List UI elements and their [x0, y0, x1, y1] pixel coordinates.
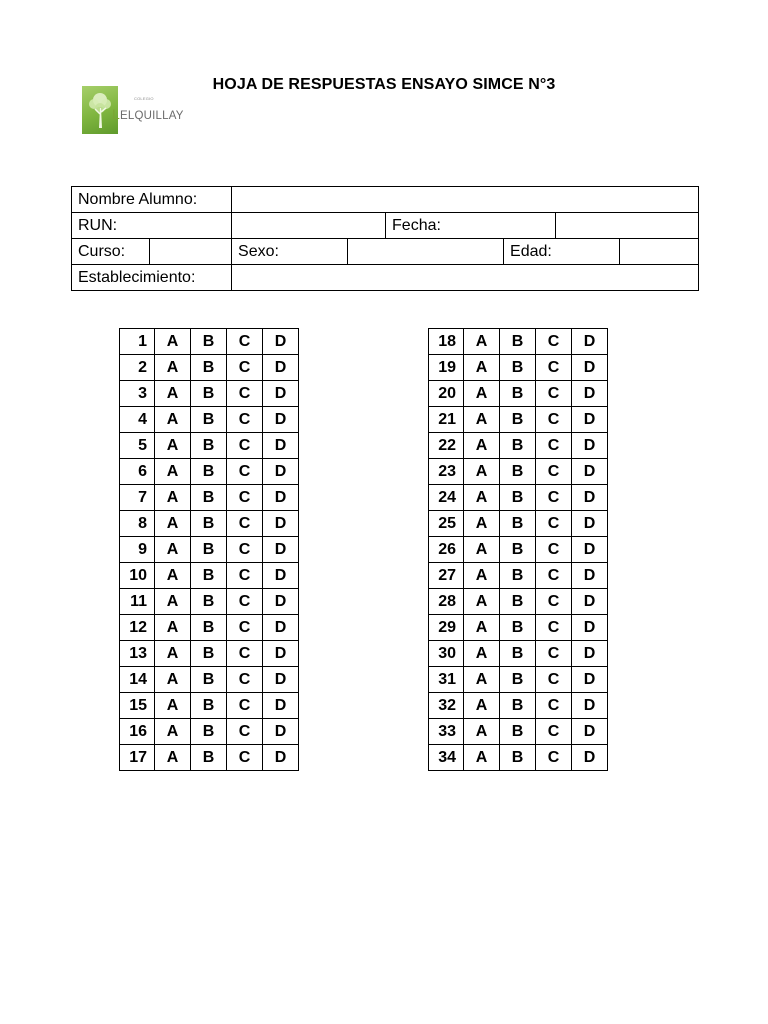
form-row-curso	[72, 239, 699, 265]
question-number: 33	[429, 719, 464, 745]
option-b[interactable]: B	[500, 381, 536, 407]
question-number: 21	[429, 407, 464, 433]
question-number: 3	[120, 381, 155, 407]
question-number: 6	[120, 459, 155, 485]
question-number: 11	[120, 589, 155, 615]
option-b[interactable]: B	[500, 485, 536, 511]
option-d[interactable]: D	[572, 407, 608, 433]
option-d[interactable]: D	[572, 381, 608, 407]
option-d[interactable]: D	[572, 485, 608, 511]
question-number: 28	[429, 589, 464, 615]
option-c[interactable]: C	[536, 563, 572, 589]
option-b[interactable]: B	[500, 589, 536, 615]
form-row-establecimiento	[72, 265, 699, 291]
option-b[interactable]: B	[500, 563, 536, 589]
option-b[interactable]: B	[191, 511, 227, 537]
option-c[interactable]: C	[227, 693, 263, 719]
option-b[interactable]: B	[191, 381, 227, 407]
answer-row	[429, 485, 608, 511]
answer-row	[429, 459, 608, 485]
option-b[interactable]: B	[191, 329, 227, 355]
answer-row	[120, 511, 299, 537]
logo-wordmark	[112, 106, 184, 122]
answer-row	[120, 719, 299, 745]
option-d[interactable]: D	[572, 459, 608, 485]
option-a[interactable]: A	[464, 589, 500, 615]
option-b[interactable]: B	[500, 693, 536, 719]
option-b[interactable]: B	[191, 537, 227, 563]
answer-row	[120, 537, 299, 563]
option-b[interactable]: B	[191, 667, 227, 693]
option-a[interactable]: A	[155, 641, 191, 667]
question-number: 34	[429, 745, 464, 771]
establecimiento-field[interactable]	[232, 265, 699, 291]
curso-label: Curso:	[72, 239, 150, 265]
option-d[interactable]: D	[572, 355, 608, 381]
option-a[interactable]: A	[464, 745, 500, 771]
option-b[interactable]: B	[500, 407, 536, 433]
option-d[interactable]: D	[263, 641, 299, 667]
option-c[interactable]: C	[227, 485, 263, 511]
option-c[interactable]: C	[536, 615, 572, 641]
option-b[interactable]: B	[191, 485, 227, 511]
question-number: 17	[120, 745, 155, 771]
option-b[interactable]: B	[500, 459, 536, 485]
question-number: 31	[429, 667, 464, 693]
option-c[interactable]: C	[536, 459, 572, 485]
option-c[interactable]: C	[227, 537, 263, 563]
answer-row	[429, 667, 608, 693]
question-number: 2	[120, 355, 155, 381]
option-c[interactable]: C	[227, 745, 263, 771]
answer-row	[120, 563, 299, 589]
question-number: 30	[429, 641, 464, 667]
option-c[interactable]: C	[227, 329, 263, 355]
answer-row	[120, 745, 299, 771]
logo-subtitle: COLEGIO	[134, 96, 154, 101]
option-c[interactable]: C	[536, 381, 572, 407]
option-b[interactable]: B	[500, 641, 536, 667]
option-a[interactable]: A	[155, 693, 191, 719]
option-c[interactable]: C	[536, 485, 572, 511]
option-a[interactable]: A	[464, 537, 500, 563]
option-c[interactable]: C	[536, 355, 572, 381]
option-c[interactable]: C	[227, 459, 263, 485]
curso-field[interactable]	[150, 239, 232, 265]
option-c[interactable]: C	[536, 641, 572, 667]
option-c[interactable]: C	[536, 693, 572, 719]
question-number: 20	[429, 381, 464, 407]
question-number: 18	[429, 329, 464, 355]
question-number: 22	[429, 433, 464, 459]
answer-row	[429, 381, 608, 407]
answer-row	[429, 615, 608, 641]
option-a[interactable]: A	[464, 485, 500, 511]
option-a[interactable]: A	[464, 641, 500, 667]
answer-row	[429, 589, 608, 615]
option-b[interactable]: B	[191, 433, 227, 459]
option-b[interactable]: B	[500, 719, 536, 745]
option-c[interactable]: C	[536, 745, 572, 771]
option-d[interactable]: D	[263, 589, 299, 615]
option-a[interactable]: A	[155, 511, 191, 537]
option-c[interactable]: C	[227, 589, 263, 615]
answer-row	[429, 407, 608, 433]
option-c[interactable]: C	[536, 589, 572, 615]
option-b[interactable]: B	[191, 615, 227, 641]
edad-label: Edad:	[504, 239, 620, 265]
option-a[interactable]: A	[155, 433, 191, 459]
option-a[interactable]: A	[464, 693, 500, 719]
option-d[interactable]: D	[263, 485, 299, 511]
option-b[interactable]: B	[191, 745, 227, 771]
option-a[interactable]: A	[464, 719, 500, 745]
option-b[interactable]: B	[500, 511, 536, 537]
option-d[interactable]: D	[572, 433, 608, 459]
option-c[interactable]: C	[227, 381, 263, 407]
nombre-field[interactable]	[232, 187, 699, 213]
run-field[interactable]	[232, 213, 386, 239]
answer-row	[429, 537, 608, 563]
option-a[interactable]: A	[155, 485, 191, 511]
option-b[interactable]: B	[191, 719, 227, 745]
option-c[interactable]: C	[227, 667, 263, 693]
option-a[interactable]: A	[155, 459, 191, 485]
form-row-run	[72, 213, 699, 239]
option-b[interactable]: B	[191, 693, 227, 719]
option-c[interactable]: C	[227, 407, 263, 433]
question-number: 16	[120, 719, 155, 745]
answer-row	[429, 563, 608, 589]
question-number: 27	[429, 563, 464, 589]
option-c[interactable]: C	[536, 433, 572, 459]
option-d[interactable]: D	[572, 693, 608, 719]
question-number: 29	[429, 615, 464, 641]
option-b[interactable]: B	[500, 615, 536, 641]
option-b[interactable]: B	[191, 641, 227, 667]
form-row-nombre	[72, 187, 699, 213]
option-a[interactable]: A	[464, 433, 500, 459]
option-c[interactable]: C	[536, 329, 572, 355]
question-number: 4	[120, 407, 155, 433]
option-d[interactable]: D	[263, 693, 299, 719]
student-info-form	[71, 186, 699, 291]
answer-row	[120, 381, 299, 407]
option-b[interactable]: B	[191, 563, 227, 589]
option-a[interactable]: A	[155, 745, 191, 771]
option-d[interactable]: D	[572, 511, 608, 537]
answer-row	[429, 511, 608, 537]
option-a[interactable]: A	[155, 589, 191, 615]
option-d[interactable]: D	[263, 355, 299, 381]
option-a[interactable]: A	[155, 537, 191, 563]
answer-grid-left	[119, 328, 299, 771]
edad-field[interactable]	[620, 239, 699, 265]
option-b[interactable]: B	[500, 355, 536, 381]
option-a[interactable]: A	[464, 381, 500, 407]
question-number: 10	[120, 563, 155, 589]
option-b[interactable]: B	[191, 589, 227, 615]
answer-row	[120, 459, 299, 485]
question-number: 23	[429, 459, 464, 485]
question-number: 12	[120, 615, 155, 641]
option-d[interactable]: D	[263, 381, 299, 407]
option-b[interactable]: B	[500, 329, 536, 355]
sexo-label: Sexo:	[232, 239, 348, 265]
question-number: 32	[429, 693, 464, 719]
option-b[interactable]: B	[191, 459, 227, 485]
run-label: RUN:	[72, 213, 232, 239]
question-number: 15	[120, 693, 155, 719]
answer-row	[429, 693, 608, 719]
question-number: 25	[429, 511, 464, 537]
answer-row	[120, 355, 299, 381]
option-d[interactable]: D	[263, 719, 299, 745]
option-c[interactable]: C	[536, 407, 572, 433]
option-c[interactable]: C	[536, 667, 572, 693]
option-d[interactable]: D	[263, 563, 299, 589]
option-a[interactable]: A	[464, 615, 500, 641]
option-c[interactable]: C	[227, 511, 263, 537]
answer-row	[120, 693, 299, 719]
option-c[interactable]: C	[536, 719, 572, 745]
establecimiento-label: Establecimiento:	[72, 265, 232, 291]
option-a[interactable]: A	[464, 667, 500, 693]
option-d[interactable]: D	[263, 511, 299, 537]
option-a[interactable]: A	[155, 355, 191, 381]
fecha-field[interactable]	[556, 213, 699, 239]
answer-row	[120, 433, 299, 459]
question-number: 1	[120, 329, 155, 355]
option-c[interactable]: C	[227, 563, 263, 589]
option-c[interactable]: C	[227, 615, 263, 641]
option-b[interactable]: B	[500, 667, 536, 693]
question-number: 8	[120, 511, 155, 537]
option-c[interactable]: C	[536, 537, 572, 563]
logo-initial: L	[112, 106, 120, 122]
question-number: 26	[429, 537, 464, 563]
option-d[interactable]: D	[263, 329, 299, 355]
option-a[interactable]: A	[464, 459, 500, 485]
answer-row	[120, 667, 299, 693]
question-number: 24	[429, 485, 464, 511]
option-a[interactable]: A	[155, 407, 191, 433]
question-number: 7	[120, 485, 155, 511]
option-d[interactable]: D	[572, 589, 608, 615]
question-number: 14	[120, 667, 155, 693]
option-d[interactable]: D	[263, 433, 299, 459]
option-d[interactable]: D	[263, 615, 299, 641]
option-c[interactable]: C	[227, 719, 263, 745]
answer-row	[429, 433, 608, 459]
option-d[interactable]: D	[263, 745, 299, 771]
answer-row	[120, 407, 299, 433]
answer-row	[429, 355, 608, 381]
option-d[interactable]: D	[572, 667, 608, 693]
option-a[interactable]: A	[155, 719, 191, 745]
option-c[interactable]: C	[227, 641, 263, 667]
option-d[interactable]: D	[263, 667, 299, 693]
sexo-field[interactable]	[348, 239, 504, 265]
option-a[interactable]: A	[464, 511, 500, 537]
option-d[interactable]: D	[263, 407, 299, 433]
option-b[interactable]: B	[500, 537, 536, 563]
fecha-label: Fecha:	[386, 213, 556, 239]
nombre-label: Nombre Alumno:	[72, 187, 232, 213]
page-title: HOJA DE RESPUESTAS ENSAYO SIMCE N°3	[212, 76, 556, 93]
answer-row	[429, 719, 608, 745]
answer-row	[120, 589, 299, 615]
answer-row	[429, 329, 608, 355]
option-a[interactable]: A	[464, 563, 500, 589]
option-d[interactable]: D	[572, 563, 608, 589]
option-a[interactable]: A	[155, 615, 191, 641]
option-d[interactable]: D	[263, 537, 299, 563]
option-c[interactable]: C	[227, 355, 263, 381]
option-a[interactable]: A	[464, 355, 500, 381]
option-a[interactable]: A	[155, 667, 191, 693]
option-d[interactable]: D	[572, 641, 608, 667]
option-d[interactable]: D	[263, 459, 299, 485]
question-number: 9	[120, 537, 155, 563]
option-c[interactable]: C	[536, 511, 572, 537]
option-a[interactable]: A	[155, 329, 191, 355]
option-b[interactable]: B	[191, 407, 227, 433]
answer-grid-right	[428, 328, 608, 771]
option-d[interactable]: D	[572, 745, 608, 771]
answer-row	[120, 485, 299, 511]
option-a[interactable]: A	[155, 563, 191, 589]
option-a[interactable]: A	[464, 329, 500, 355]
option-b[interactable]: B	[500, 433, 536, 459]
question-number: 5	[120, 433, 155, 459]
option-d[interactable]: D	[572, 537, 608, 563]
answer-row	[120, 615, 299, 641]
answer-row	[429, 641, 608, 667]
option-a[interactable]: A	[155, 381, 191, 407]
option-a[interactable]: A	[464, 407, 500, 433]
logo-name: ELQUILLAY	[120, 110, 184, 122]
question-number: 19	[429, 355, 464, 381]
tree-icon	[86, 90, 114, 130]
option-d[interactable]: D	[572, 719, 608, 745]
answer-row	[429, 745, 608, 771]
option-d[interactable]: D	[572, 615, 608, 641]
answer-row	[120, 329, 299, 355]
answer-row	[120, 641, 299, 667]
option-c[interactable]: C	[227, 433, 263, 459]
question-number: 13	[120, 641, 155, 667]
option-b[interactable]: B	[500, 745, 536, 771]
option-b[interactable]: B	[191, 355, 227, 381]
option-d[interactable]: D	[572, 329, 608, 355]
